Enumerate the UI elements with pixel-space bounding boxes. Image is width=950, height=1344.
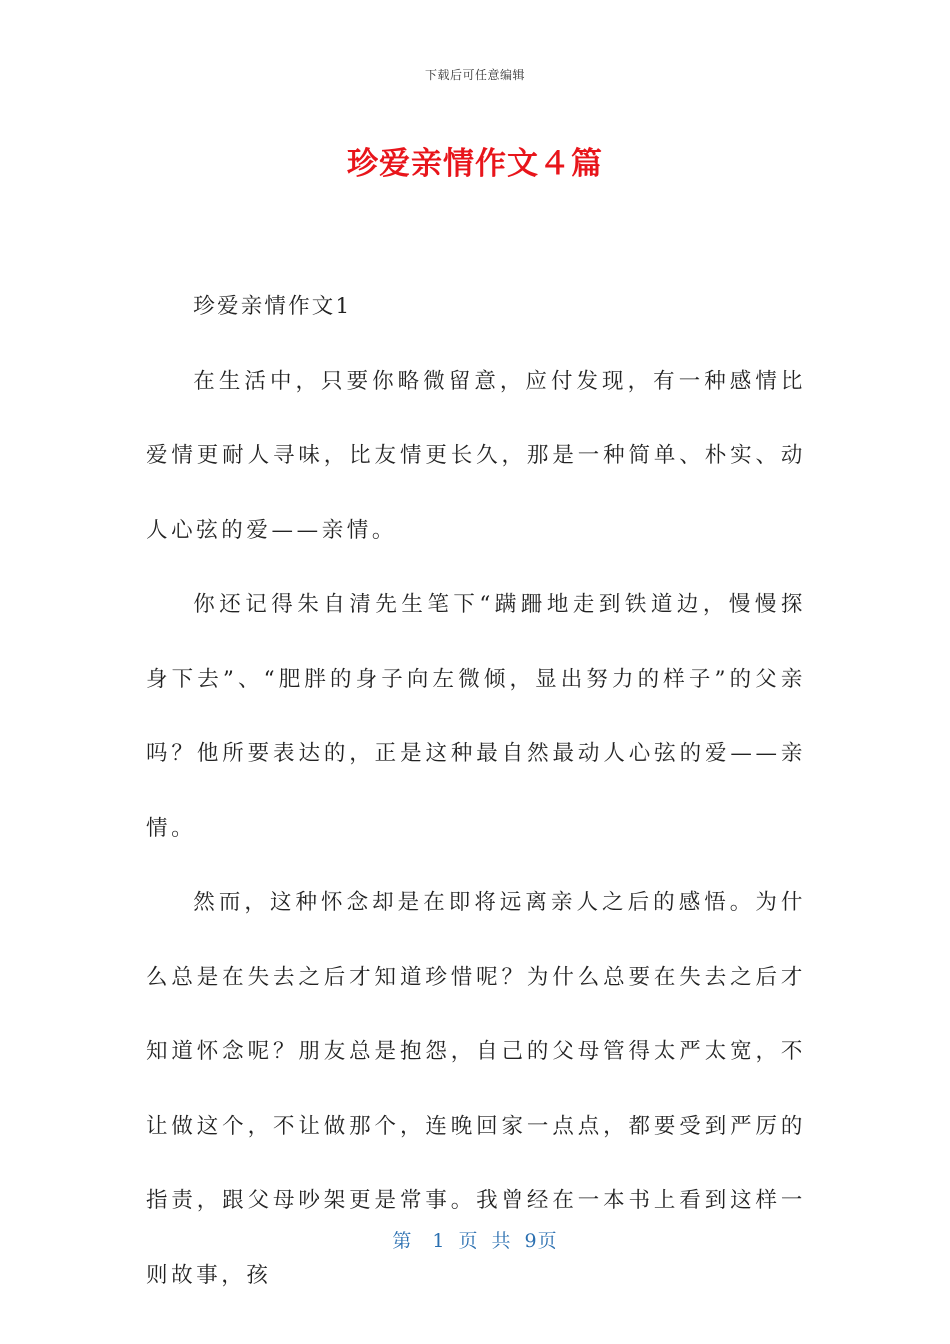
paragraph: 你还记得朱自清先生笔下“蹒跚地走到铁道边，慢慢探身下去”、“肥胖的身子向左微倾，显出努力的样子”的父亲吗？他所要表达的，正是这种最自然最动人心弦的爱——亲情。 — [146, 592, 806, 841]
header-note: 下载后可任意编辑 — [424, 68, 525, 82]
document-body — [146, 270, 806, 1313]
document-title: 珍爱亲情作文４篇 — [347, 146, 603, 182]
page-number: 第 1 页 共 9页 — [392, 1230, 558, 1252]
paragraph: 然而，这种怀念却是在即将远离亲人之后的感悟。为什么总是在失去之后才知道珍惜呢？为什么总要在失去之后才知道怀念呢？朋友总是抱怨，自己的父母管得太严太宽，不让做这个，不让做那个，连晚回家一点点，都要受到严厉的指责，跟父母吵架更是常事。我曾经在一本书上看到这样一则故事，孩 — [146, 890, 806, 1288]
paragraph: 在生活中，只要你略微留意，应付发现，有一种感情比爱情更耐人寻味，比友情更长久，那是一种简单、朴实、动人心弦的爱——亲情。 — [146, 368, 806, 543]
section-heading: 珍爱亲情作文1 — [193, 294, 352, 319]
